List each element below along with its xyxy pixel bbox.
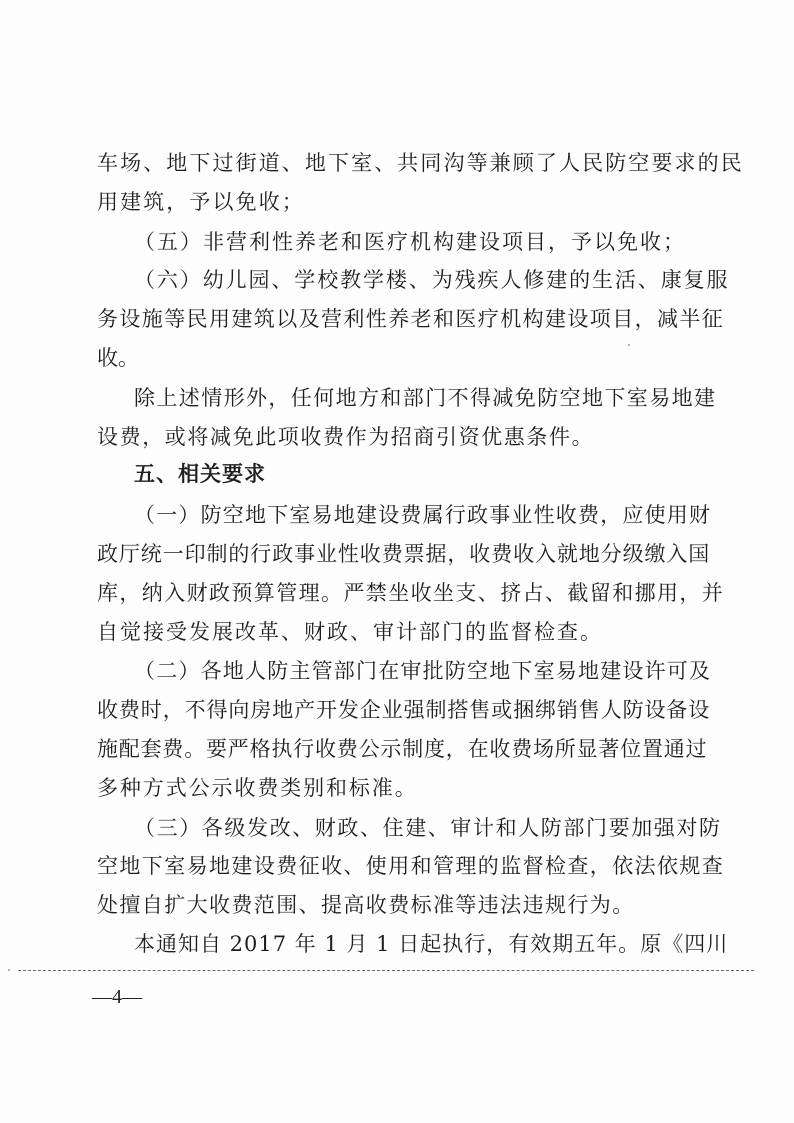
text-line-content: 用建筑，予以免收； [97, 190, 305, 214]
text-line-content: （六）幼儿园、学校教学楼、为残疾人修建的生活、康复服 [134, 268, 730, 292]
text-line-content: 本通知自 2017 年 1 月 1 日起执行，有效期五年。原《四川 [134, 932, 729, 956]
text-line-content: 处擅自扩大收费范围、提高收费标准等违法违规行为。 [97, 893, 635, 917]
text-line-content: 车场、地下过街道、地下室、共同沟等兼顾了人民防空要求的民 [97, 151, 744, 175]
text-line-content: 库，纳入财政预算管理。严禁坐收坐支、挤占、截留和挪用，并 [97, 581, 725, 605]
text-line-content: 政厅统一印制的行政事业性收费票据，收费收入就地分级缴入国 [97, 542, 711, 566]
text-line-content: （二）各地人防主管部门在审批防空地下室易地建设许可及 [134, 659, 712, 683]
text-line-content: （五）非营利性养老和医疗机构建设项目，予以免收； [134, 230, 686, 254]
text-line-content: 收。 [97, 346, 139, 370]
section-heading-text: 五、相关要求 [134, 462, 266, 486]
scan-speck [8, 969, 10, 971]
scan-speck [628, 344, 630, 346]
text-line-content: 多种方式公示收费类别和标准。 [97, 776, 418, 800]
page-number: —4— [92, 986, 142, 1008]
text-line-content: 自觉接受发展改革、财政、审计部门的监督检查。 [97, 620, 603, 644]
text-line-content: 务设施等民用建筑以及营利性养老和医疗机构建设项目，减半征 [97, 307, 725, 331]
text-line-content: 空地下室易地建设费征收、使用和管理的监督检查，依法依规查 [97, 854, 725, 878]
text-line-content: （三）各级发改、财政、住建、审计和人防部门要加强对防 [134, 816, 722, 840]
text-line-content: 设费，或将减免此项收费作为招商引资优惠条件。 [97, 425, 595, 449]
text-line-content: 收费时，不得向房地产开发企业强制搭售或捆绑销售人防设备设 [97, 698, 711, 722]
text-line-content: （一）防空地下室易地建设费属行政事业性收费，应使用财 [134, 503, 712, 527]
text-line-content: 施配套费。要严格执行收费公示制度，在收费场所显著位置通过 [97, 737, 708, 761]
footer-divider [18, 970, 754, 971]
text-line-content: 除上述情形外，任何地方和部门不得减免防空地下室易地建 [134, 386, 717, 410]
